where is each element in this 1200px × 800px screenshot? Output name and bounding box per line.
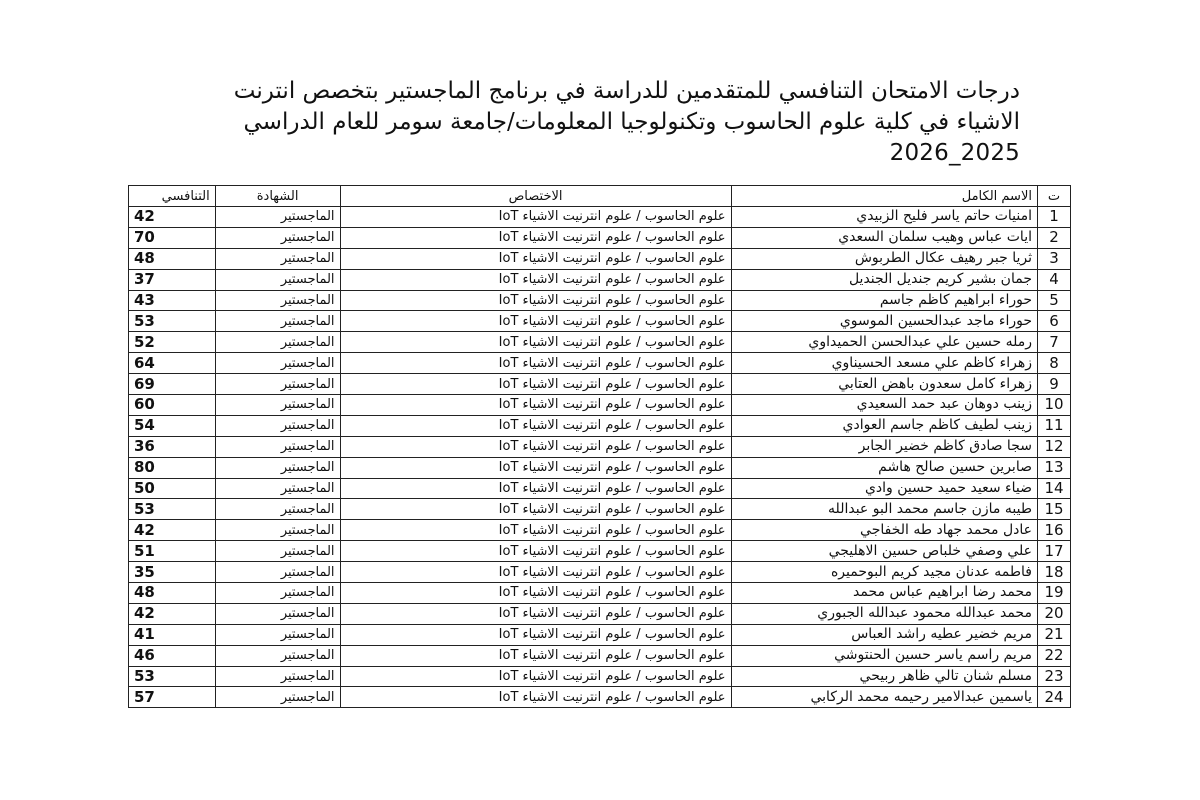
row-index-cell: 4 <box>1037 269 1070 290</box>
row-name-cell: امنيات حاتم ياسر فليح الزبيدي <box>731 207 1037 228</box>
row-major-cell: علوم الحاسوب / علوم انترنيت الاشياء IoT <box>340 583 731 604</box>
row-index-cell: 9 <box>1037 374 1070 395</box>
row-score-cell: 48 <box>129 583 216 604</box>
row-major-cell: علوم الحاسوب / علوم انترنيت الاشياء IoT <box>340 499 731 520</box>
row-major-cell: علوم الحاسوب / علوم انترنيت الاشياء IoT <box>340 478 731 499</box>
row-major-cell: علوم الحاسوب / علوم انترنيت الاشياء IoT <box>340 227 731 248</box>
row-score-cell: 42 <box>129 207 216 228</box>
row-score-cell: 80 <box>129 457 216 478</box>
table-row <box>129 499 1071 520</box>
row-score-cell: 53 <box>129 666 216 687</box>
row-degree-cell: الماجستير <box>215 624 340 645</box>
row-degree-cell: الماجستير <box>215 332 340 353</box>
table-row <box>129 666 1071 687</box>
row-index-cell: 19 <box>1037 583 1070 604</box>
row-score-cell: 50 <box>129 478 216 499</box>
row-degree-cell: الماجستير <box>215 436 340 457</box>
heading-line-2: الاشياء في كلية علوم الحاسوب وتكنولوجيا المعلومات/جامعة سومر للعام الدراسي <box>243 109 1020 135</box>
row-name-cell: زينب لطيف كاظم جاسم العوادي <box>731 415 1037 436</box>
table-row <box>129 541 1071 562</box>
row-index-cell: 22 <box>1037 645 1070 666</box>
row-degree-cell: الماجستير <box>215 290 340 311</box>
row-degree-cell: الماجستير <box>215 499 340 520</box>
row-index-cell: 20 <box>1037 603 1070 624</box>
row-major-cell: علوم الحاسوب / علوم انترنيت الاشياء IoT <box>340 374 731 395</box>
row-major-cell: علوم الحاسوب / علوم انترنيت الاشياء IoT <box>340 687 731 708</box>
table-row <box>129 583 1071 604</box>
row-score-cell: 53 <box>129 311 216 332</box>
row-major-cell: علوم الحاسوب / علوم انترنيت الاشياء IoT <box>340 457 731 478</box>
row-name-cell: ثريا جبر رهيف عكال الطربوش <box>731 248 1037 269</box>
row-index-cell: 24 <box>1037 687 1070 708</box>
row-degree-cell: الماجستير <box>215 562 340 583</box>
row-index-cell: 14 <box>1037 478 1070 499</box>
row-major-cell: علوم الحاسوب / علوم انترنيت الاشياء IoT <box>340 207 731 228</box>
row-major-cell: علوم الحاسوب / علوم انترنيت الاشياء IoT <box>340 645 731 666</box>
table-body <box>129 207 1071 708</box>
row-name-cell: مسلم شنان تالي ظاهر ربيحي <box>731 666 1037 687</box>
row-major-cell: علوم الحاسوب / علوم انترنيت الاشياء IoT <box>340 290 731 311</box>
table-row <box>129 248 1071 269</box>
table-row <box>129 645 1071 666</box>
table-row <box>129 603 1071 624</box>
table-row <box>129 457 1071 478</box>
row-degree-cell: الماجستير <box>215 269 340 290</box>
row-score-cell: 51 <box>129 541 216 562</box>
row-name-cell: ايات عباس وهيب سلمان السعدي <box>731 227 1037 248</box>
row-degree-cell: الماجستير <box>215 603 340 624</box>
table-row <box>129 520 1071 541</box>
row-degree-cell: الماجستير <box>215 311 340 332</box>
row-major-cell: علوم الحاسوب / علوم انترنيت الاشياء IoT <box>340 332 731 353</box>
row-score-cell: 54 <box>129 415 216 436</box>
row-name-cell: عادل محمد جهاد طه الخفاجي <box>731 520 1037 541</box>
row-name-cell: فاطمه عدنان مجيد كريم البوحميره <box>731 562 1037 583</box>
row-name-cell: سجا صادق كاظم خضير الجابر <box>731 436 1037 457</box>
row-score-cell: 53 <box>129 499 216 520</box>
row-score-cell: 48 <box>129 248 216 269</box>
row-name-cell: حوراء ابراهيم كاظم جاسم <box>731 290 1037 311</box>
row-name-cell: جمان بشير كريم جنديل الجنديل <box>731 269 1037 290</box>
row-score-cell: 70 <box>129 227 216 248</box>
row-degree-cell: الماجستير <box>215 478 340 499</box>
row-degree-cell: الماجستير <box>215 248 340 269</box>
row-name-cell: مريم خضير عطيه راشد العباس <box>731 624 1037 645</box>
row-degree-cell: الماجستير <box>215 583 340 604</box>
row-score-cell: 57 <box>129 687 216 708</box>
row-major-cell: علوم الحاسوب / علوم انترنيت الاشياء IoT <box>340 395 731 416</box>
document-heading <box>120 76 1020 169</box>
row-score-cell: 36 <box>129 436 216 457</box>
table-row <box>129 624 1071 645</box>
row-index-cell: 21 <box>1037 624 1070 645</box>
row-major-cell: علوم الحاسوب / علوم انترنيت الاشياء IoT <box>340 415 731 436</box>
row-degree-cell: الماجستير <box>215 666 340 687</box>
row-name-cell: صابرين حسين صالح هاشم <box>731 457 1037 478</box>
row-index-cell: 2 <box>1037 227 1070 248</box>
row-name-cell: زهراء كامل سعدون باهض العتابي <box>731 374 1037 395</box>
row-major-cell: علوم الحاسوب / علوم انترنيت الاشياء IoT <box>340 436 731 457</box>
header-index: ت <box>1037 186 1070 207</box>
header-competitive-score: التنافسي <box>129 186 216 207</box>
row-major-cell: علوم الحاسوب / علوم انترنيت الاشياء IoT <box>340 311 731 332</box>
row-degree-cell: الماجستير <box>215 207 340 228</box>
row-index-cell: 7 <box>1037 332 1070 353</box>
row-major-cell: علوم الحاسوب / علوم انترنيت الاشياء IoT <box>340 562 731 583</box>
row-name-cell: محمد عبدالله محمود عبدالله الجبوري <box>731 603 1037 624</box>
table-row <box>129 207 1071 228</box>
row-score-cell: 42 <box>129 603 216 624</box>
row-name-cell: زينب دوهان عبد حمد السعيدي <box>731 395 1037 416</box>
table-row <box>129 269 1071 290</box>
row-index-cell: 17 <box>1037 541 1070 562</box>
row-major-cell: علوم الحاسوب / علوم انترنيت الاشياء IoT <box>340 353 731 374</box>
row-score-cell: 43 <box>129 290 216 311</box>
row-degree-cell: الماجستير <box>215 687 340 708</box>
row-degree-cell: الماجستير <box>215 645 340 666</box>
row-index-cell: 18 <box>1037 562 1070 583</box>
table-row <box>129 332 1071 353</box>
row-index-cell: 23 <box>1037 666 1070 687</box>
table-row <box>129 687 1071 708</box>
row-index-cell: 11 <box>1037 415 1070 436</box>
table-row <box>129 415 1071 436</box>
row-score-cell: 52 <box>129 332 216 353</box>
row-index-cell: 15 <box>1037 499 1070 520</box>
row-score-cell: 41 <box>129 624 216 645</box>
row-degree-cell: الماجستير <box>215 541 340 562</box>
row-score-cell: 60 <box>129 395 216 416</box>
row-score-cell: 37 <box>129 269 216 290</box>
row-index-cell: 16 <box>1037 520 1070 541</box>
table-row <box>129 290 1071 311</box>
heading-academic-year: 2026_2025 <box>889 140 1020 166</box>
row-major-cell: علوم الحاسوب / علوم انترنيت الاشياء IoT <box>340 666 731 687</box>
table-row <box>129 562 1071 583</box>
table-header <box>129 186 1071 207</box>
row-major-cell: علوم الحاسوب / علوم انترنيت الاشياء IoT <box>340 624 731 645</box>
heading-line-1: درجات الامتحان التنافسي للمتقدمين للدراسة في برنامج الماجستير بتخصص انترنت <box>233 78 1020 104</box>
header-row <box>129 186 1071 207</box>
row-score-cell: 42 <box>129 520 216 541</box>
row-major-cell: علوم الحاسوب / علوم انترنيت الاشياء IoT <box>340 520 731 541</box>
row-name-cell: ضياء سعيد حميد حسين وادي <box>731 478 1037 499</box>
table-row <box>129 227 1071 248</box>
row-index-cell: 5 <box>1037 290 1070 311</box>
header-full-name: الاسم الكامل <box>731 186 1037 207</box>
row-degree-cell: الماجستير <box>215 353 340 374</box>
table-row <box>129 436 1071 457</box>
row-index-cell: 12 <box>1037 436 1070 457</box>
row-index-cell: 3 <box>1037 248 1070 269</box>
row-index-cell: 10 <box>1037 395 1070 416</box>
header-degree: الشهادة <box>215 186 340 207</box>
row-score-cell: 35 <box>129 562 216 583</box>
table-row <box>129 311 1071 332</box>
row-name-cell: زهراء كاظم علي مسعد الحسيناوي <box>731 353 1037 374</box>
row-major-cell: علوم الحاسوب / علوم انترنيت الاشياء IoT <box>340 248 731 269</box>
table-row <box>129 395 1071 416</box>
row-name-cell: مريم راسم ياسر حسين الحنتوشي <box>731 645 1037 666</box>
row-name-cell: علي وصفي خلباص حسين الاهليجي <box>731 541 1037 562</box>
row-degree-cell: الماجستير <box>215 395 340 416</box>
row-name-cell: محمد رضا ابراهيم عباس محمد <box>731 583 1037 604</box>
row-index-cell: 8 <box>1037 353 1070 374</box>
row-name-cell: رمله حسين علي عبدالحسن الحميداوي <box>731 332 1037 353</box>
table-row <box>129 478 1071 499</box>
row-major-cell: علوم الحاسوب / علوم انترنيت الاشياء IoT <box>340 269 731 290</box>
row-name-cell: طيبه مازن جاسم محمد البو عبدالله <box>731 499 1037 520</box>
row-name-cell: ياسمين عبدالامير رحيمه محمد الركابي <box>731 687 1037 708</box>
table-row <box>129 353 1071 374</box>
row-degree-cell: الماجستير <box>215 227 340 248</box>
table-row <box>129 374 1071 395</box>
row-degree-cell: الماجستير <box>215 457 340 478</box>
row-score-cell: 64 <box>129 353 216 374</box>
row-major-cell: علوم الحاسوب / علوم انترنيت الاشياء IoT <box>340 603 731 624</box>
row-score-cell: 46 <box>129 645 216 666</box>
row-score-cell: 69 <box>129 374 216 395</box>
row-degree-cell: الماجستير <box>215 374 340 395</box>
row-major-cell: علوم الحاسوب / علوم انترنيت الاشياء IoT <box>340 541 731 562</box>
row-index-cell: 1 <box>1037 207 1070 228</box>
results-table <box>128 185 1071 708</box>
row-degree-cell: الماجستير <box>215 520 340 541</box>
header-major: الاختصاص <box>340 186 731 207</box>
row-index-cell: 6 <box>1037 311 1070 332</box>
row-degree-cell: الماجستير <box>215 415 340 436</box>
row-name-cell: حوراء ماجد عبدالحسين الموسوي <box>731 311 1037 332</box>
row-index-cell: 13 <box>1037 457 1070 478</box>
